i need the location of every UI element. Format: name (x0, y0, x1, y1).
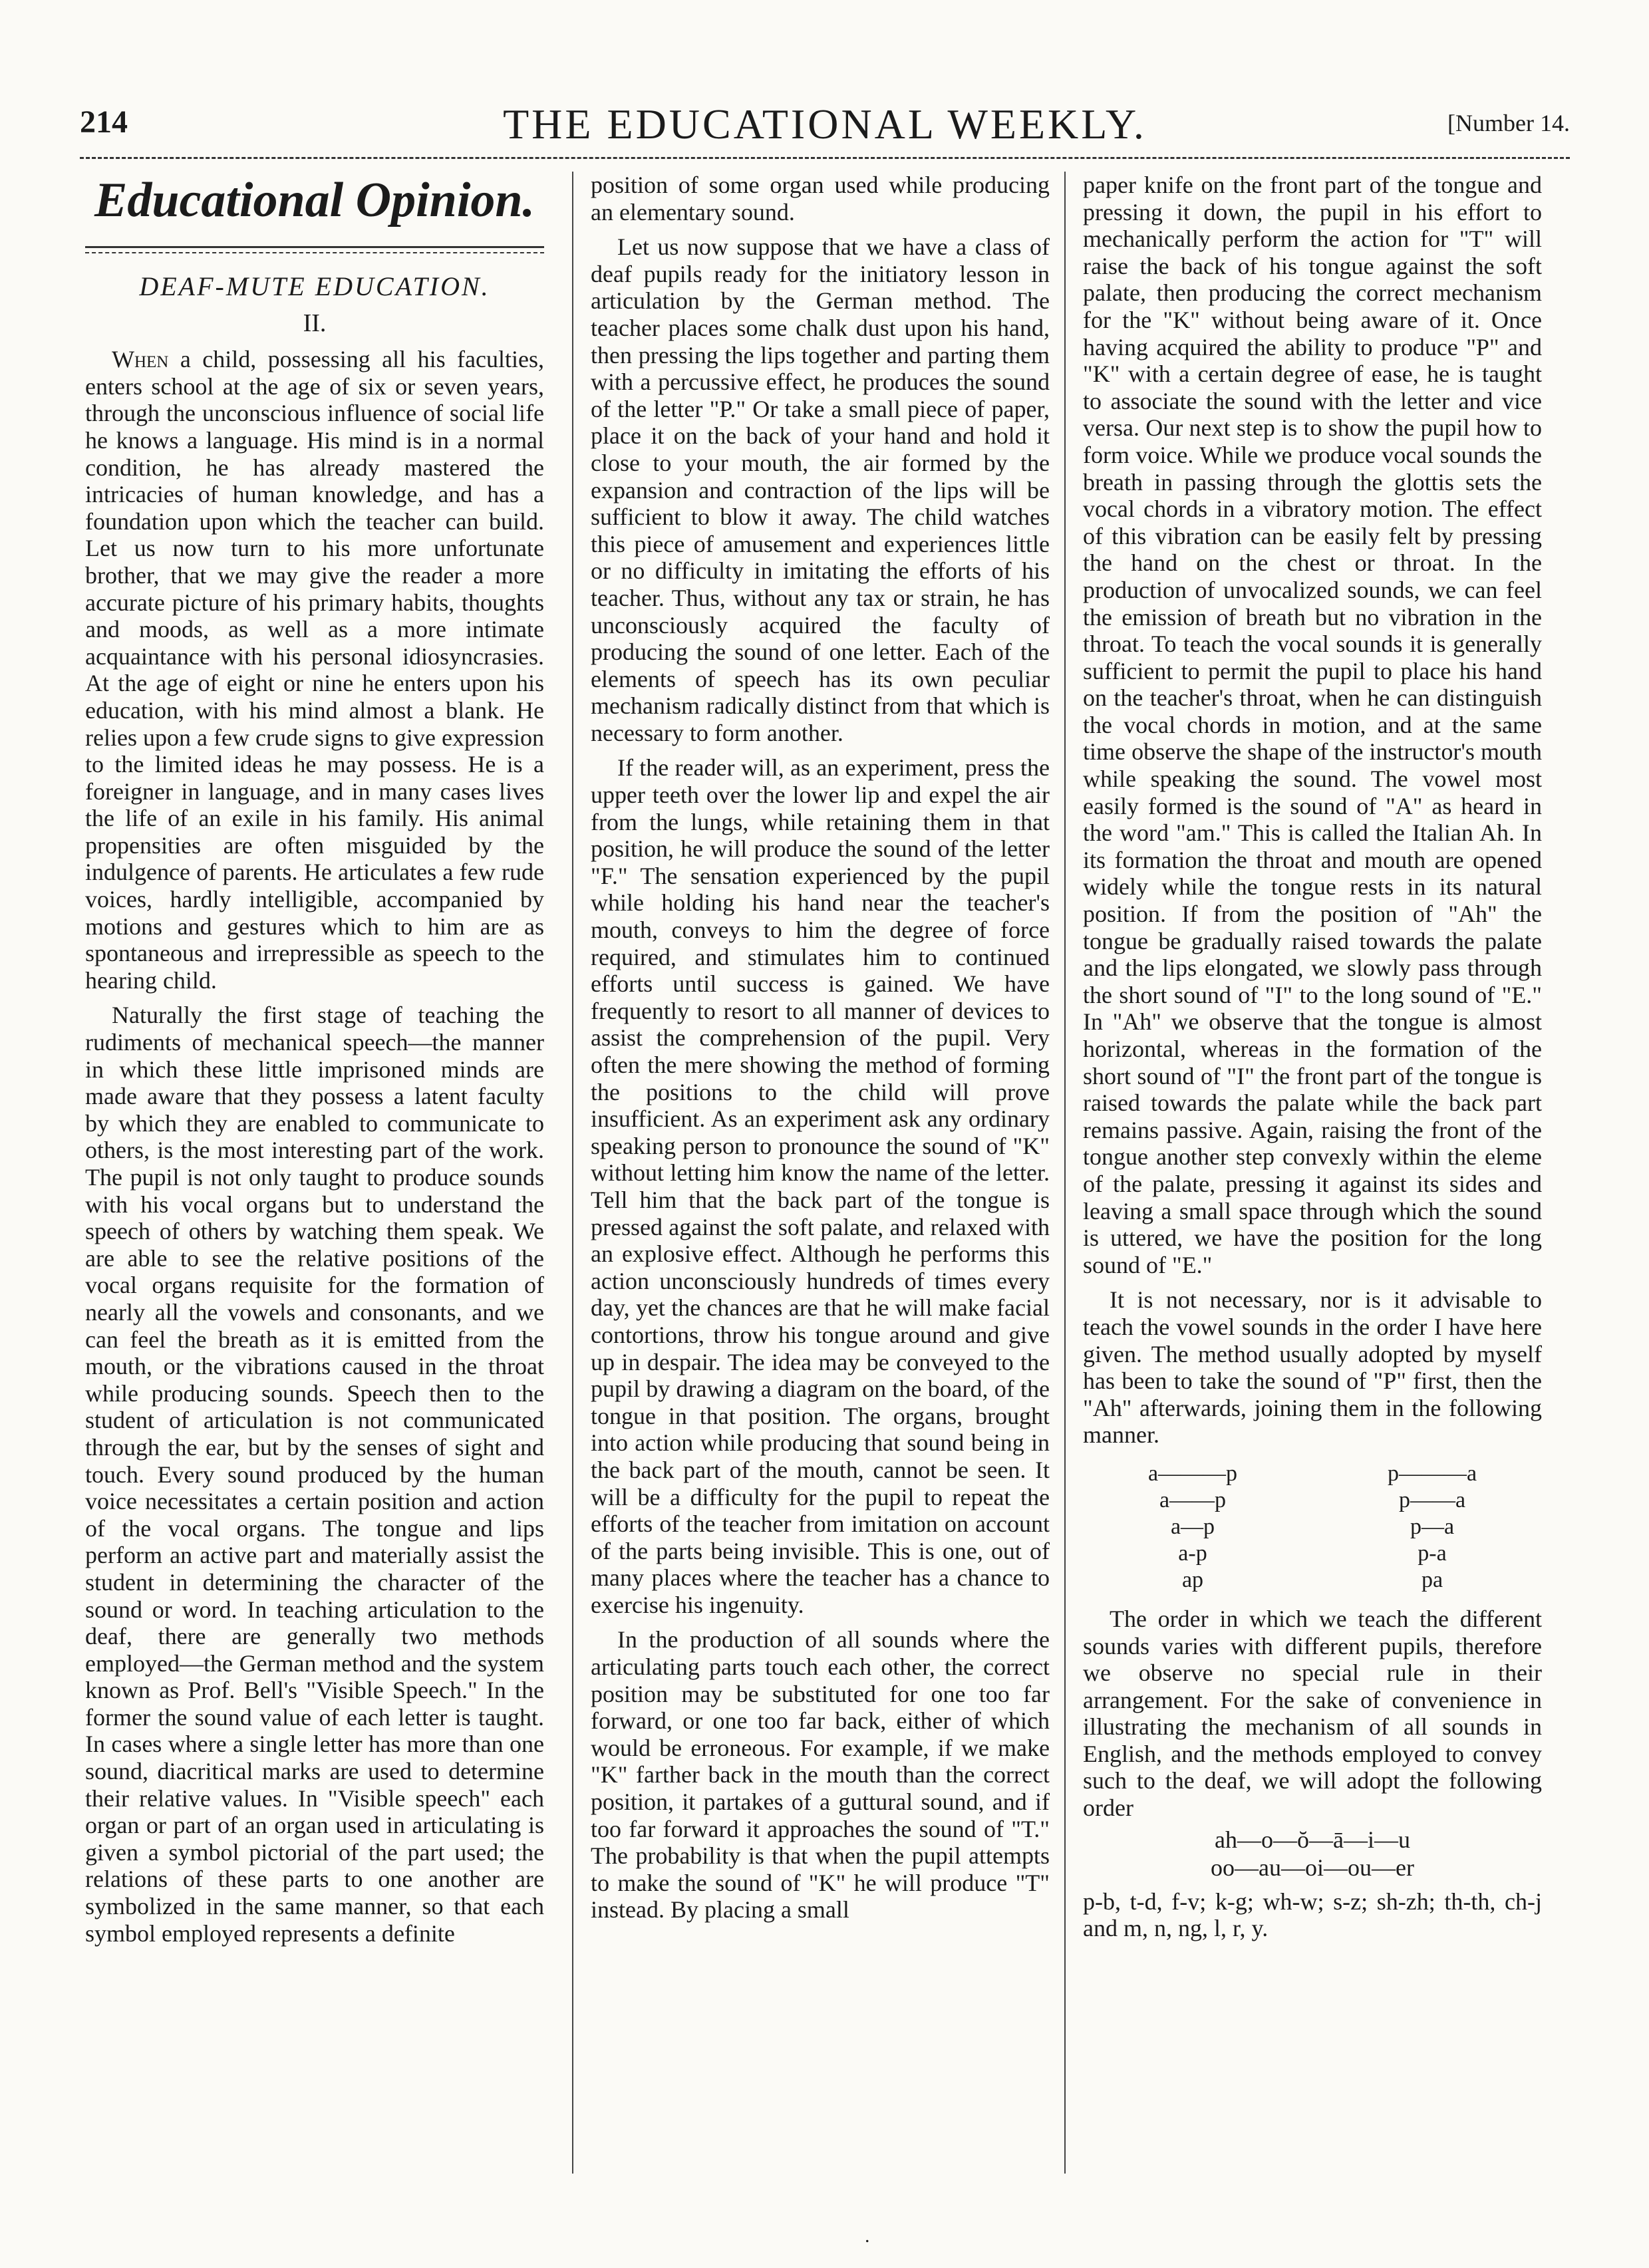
paragraph: It is not necessary, nor is it advisable to teach the vowel sounds in the order I have here given. The method usually adopted by myself has been to take the sound of "P" first, then the "Ah" afterwards, joining them in the following manner. (1083, 1286, 1542, 1449)
section-heading: Educational Opinion. (94, 173, 535, 227)
article-title: DEAF-MUTE EDUCATION. (139, 271, 490, 301)
column-3 (1083, 172, 1542, 2174)
lead-word: When (112, 346, 169, 373)
section-rule (85, 246, 544, 253)
diagram-row: a—p p—a (1170, 1514, 1455, 1539)
paragraph: position of some organ used while producing an elementary sound. (591, 172, 1050, 225)
column-divider (1064, 172, 1066, 2174)
paragraph: The order in which we teach the different sounds varies with different pupils, therefore we observe no special rule in their arrangement. For the sake of convenience in illustrating the mechanism of all sounds in English, and the methods employed to convey such to the deaf, we will adopt the following order (1083, 1605, 1542, 1822)
issue-number: [Number 14. (1447, 110, 1570, 136)
paragraph: paper knife on the front part of the tongue and pressing it down, the pupil in his effort to mechanically perform the action for "T" will raise the back of his tongue against the soft palate, then producing the correct mechanism for the "K" without being aware of it. Once having acquired the ability to produce "P" and "K" with a certain degree of ease, he is taught to associate the sound with the letter and vice versa. Our next step is to show the pupil how to form voice. While we produce vocal sounds the breath in passing through the glottis sets the vocal chords in a vibratory motion. The effect of this vibration can be easily felt by pressing the hand on the chest or throat. In the production of unvocalized sounds, we can feel the emission of breath but no vibration in the throat. To teach the vocal sounds it is generally sufficient to permit the pupil to place his hand on the teacher's throat, when he can distinguish the vocal chords in motion, and at the same time observe the shape of the instructor's mouth while speaking the sound. The vowel most easily formed is the sound of "A" as heard in the word "am." This is called the Italian Ah. In its formation the throat and mouth are opened widely while the tongue rests in its natural position. If from the position of "Ah" the tongue be gradually raised towards the palate and the lips elongated, we slowly pass through the short sound of "I" to the long sound of "E." In "Ah" we observe that the tongue is almost horizontal, whereas in the formation of the short sound of "I" the front part of the tongue is raised towards the palate while the back part remains passive. Again, raising the front of the tongue another step convexly within the eleme of the palate, pressing it against its sides and leaving a small space through which the sound is uttered, we have the position for the long sound of "E." (1083, 172, 1542, 1278)
page-number: 214 (80, 104, 128, 140)
paragraph: If the reader will, as an experiment, press the upper teeth over the lower lip and expel the air from the lungs, while retaining them in that position, he will produce the sound of the letter "F." The sensation experienced by the pupil while holding his hand near the teacher's mouth, conveys to him the degree of force required, and stimulates him to continued efforts until success is gained. We have frequently to resort to all manner of devices to assist the comprehension of the pupil. Very often the mere showing the method of forming the positions to the child will prove insufficient. As an experiment ask any ordinary speaking person to pronounce the sound of "K" without letting him know the name of the letter. Tell him that the back part of the tongue is pressed against the soft palate, and relaxed with an explosive effect. Although he performs this action unconsciously hundreds of times every day, yet the chances are that he will make facial contortions, throw his tongue around and give up in despair. The idea may be conveyed to the pupil by drawing a diagram on the board, of the tongue in that position. The organs, brought into action while producing that sound being in the back part of the mouth, cannot be seen. It will be a difficulty for the pupil to repeat the efforts of the teacher from imitation on account of the parts being invisible. This is one, out of many places where the teacher has a chance to exercise his ingenuity. (591, 754, 1050, 1618)
header-rule (80, 157, 1570, 159)
masthead: THE EDUCATIONAL WEEKLY. (503, 100, 1147, 148)
diagram-row: a-p p-a (1178, 1540, 1447, 1566)
column-2 (591, 172, 1050, 2174)
paragraph: Naturally the first stage of teaching the rudiments of mechanical speech—the manner in which these little imprisoned minds are made aware that they possess a latent faculty by which they are enabled to communicate to others, is the most interesting part of the work. The pupil is not only taught to produce sounds with his vocal organs but to understand the speech of others by watching them speak. We are able to see the relative positions of the vocal organs requisite for the formation of nearly all the vowels and consonants, and we can feel the breath as it is emitted from the mouth, or the vibrations caused in the throat while producing sounds. Speech then to the student of articulation is not communicated through the ear, but by the senses of sight and touch. Every sound produced by the human voice necessitates a certain position and action of the vocal organs. The tongue and lips perform an active part and materially assist the student in determining the character of the sound or word. In teaching articulation to the deaf, there are generally two methods employed—the German method and the system known as Prof. Bell's "Visible Speech." In the former the sound value of each letter is taught. In cases where a single letter has more than one sound, diacritical marks are used to determine their relative values. In "Visible speech" each organ or part of an organ used in articulating is given a symbol pictorial of the part used; the relations of these parts to one another are symbolized in the same manner, so that each symbol employed represents a definite (85, 1002, 544, 1947)
diagram-row: ap pa (1181, 1567, 1443, 1592)
diagram-row: a———p p———a (1147, 1461, 1477, 1486)
consonant-order: p-b, t-d, f-v; k-g; wh-w; s-z; sh-zh; th-th, ch-j and m, n, ng, l, r, y. (1083, 1888, 1542, 1942)
footer-mark: . (865, 2225, 870, 2247)
paragraph: In the production of all sounds where the articulating parts touch each other, the correct position may be substituted for one too far forward, or one too far back, either of which would be erroneous. For example, if we make "K" farther back in the mouth than the correct position, it partakes of a guttural sound, and if too far forward it approaches the sound of "T." The probability is that when the pupil attempts to make the sound of "K" he will produce "T" instead. By placing a small (591, 1626, 1050, 1923)
paragraph-text: a child, possessing all his faculties, enters school at the age of six or seven years, through the unconscious influence of social life he knows a language. His mind is in a normal condition, he has already mastered the intricacies of human knowledge, and has a foundation upon which the teacher can build. Let us now turn to his more unfortunate brother, that we may give the reader a more accurate picture of his primary habits, thoughts and moods, as well as a more intimate acquaintance with his personal idiosyncrasies. At the age of eight or nine he enters upon his education, with his mind almost a blank. He relies upon a few crude signs to give expression to the limited ideas he may possess. He is a foreigner in language, and in many cases lives the life of an exile in his family. His animal propensities are often misguided by the indulgence of parents. He articulates a few rude voices, hardly intelligible, accompanied by motions and gestures which to him are as spontaneous and irrepressible as speech to the hearing child. (85, 346, 544, 994)
ap-pa-diagram (1083, 1461, 1542, 1594)
page-header (80, 100, 1570, 153)
column-1 (85, 172, 544, 2174)
diagram-row: a——p p——a (1159, 1487, 1466, 1512)
article-part: II. (303, 309, 327, 337)
paragraph (85, 346, 544, 994)
vowel-line: oo—au—oi—ou—er (1211, 1854, 1414, 1881)
vowel-line: ah—o—ŏ—ā—i—u (1215, 1826, 1410, 1853)
paragraph: Let us now suppose that we have a class of deaf pupils ready for the initiatory lesson in articulation by the German method. The teacher places some chalk dust upon his hand, then pressing the lips together and parting them with a percussive effect, he produces the sound of the letter "P." Or take a small piece of paper, place it on the back of your hand and hold it close to your mouth, the air formed by the expansion and contraction of the lips will be sufficient to blow it away. The child watches this piece of amusement and experiences little or no difficulty in imitating the efforts of his teacher. Thus, without any tax or strain, he has unconsciously acquired the faculty of producing the sound of one letter. Each of the elements of speech has its own peculiar mechanism radically distinct from that which is necessary to form another. (591, 233, 1050, 746)
column-divider (572, 172, 573, 2174)
vowel-order (1083, 1826, 1542, 1882)
